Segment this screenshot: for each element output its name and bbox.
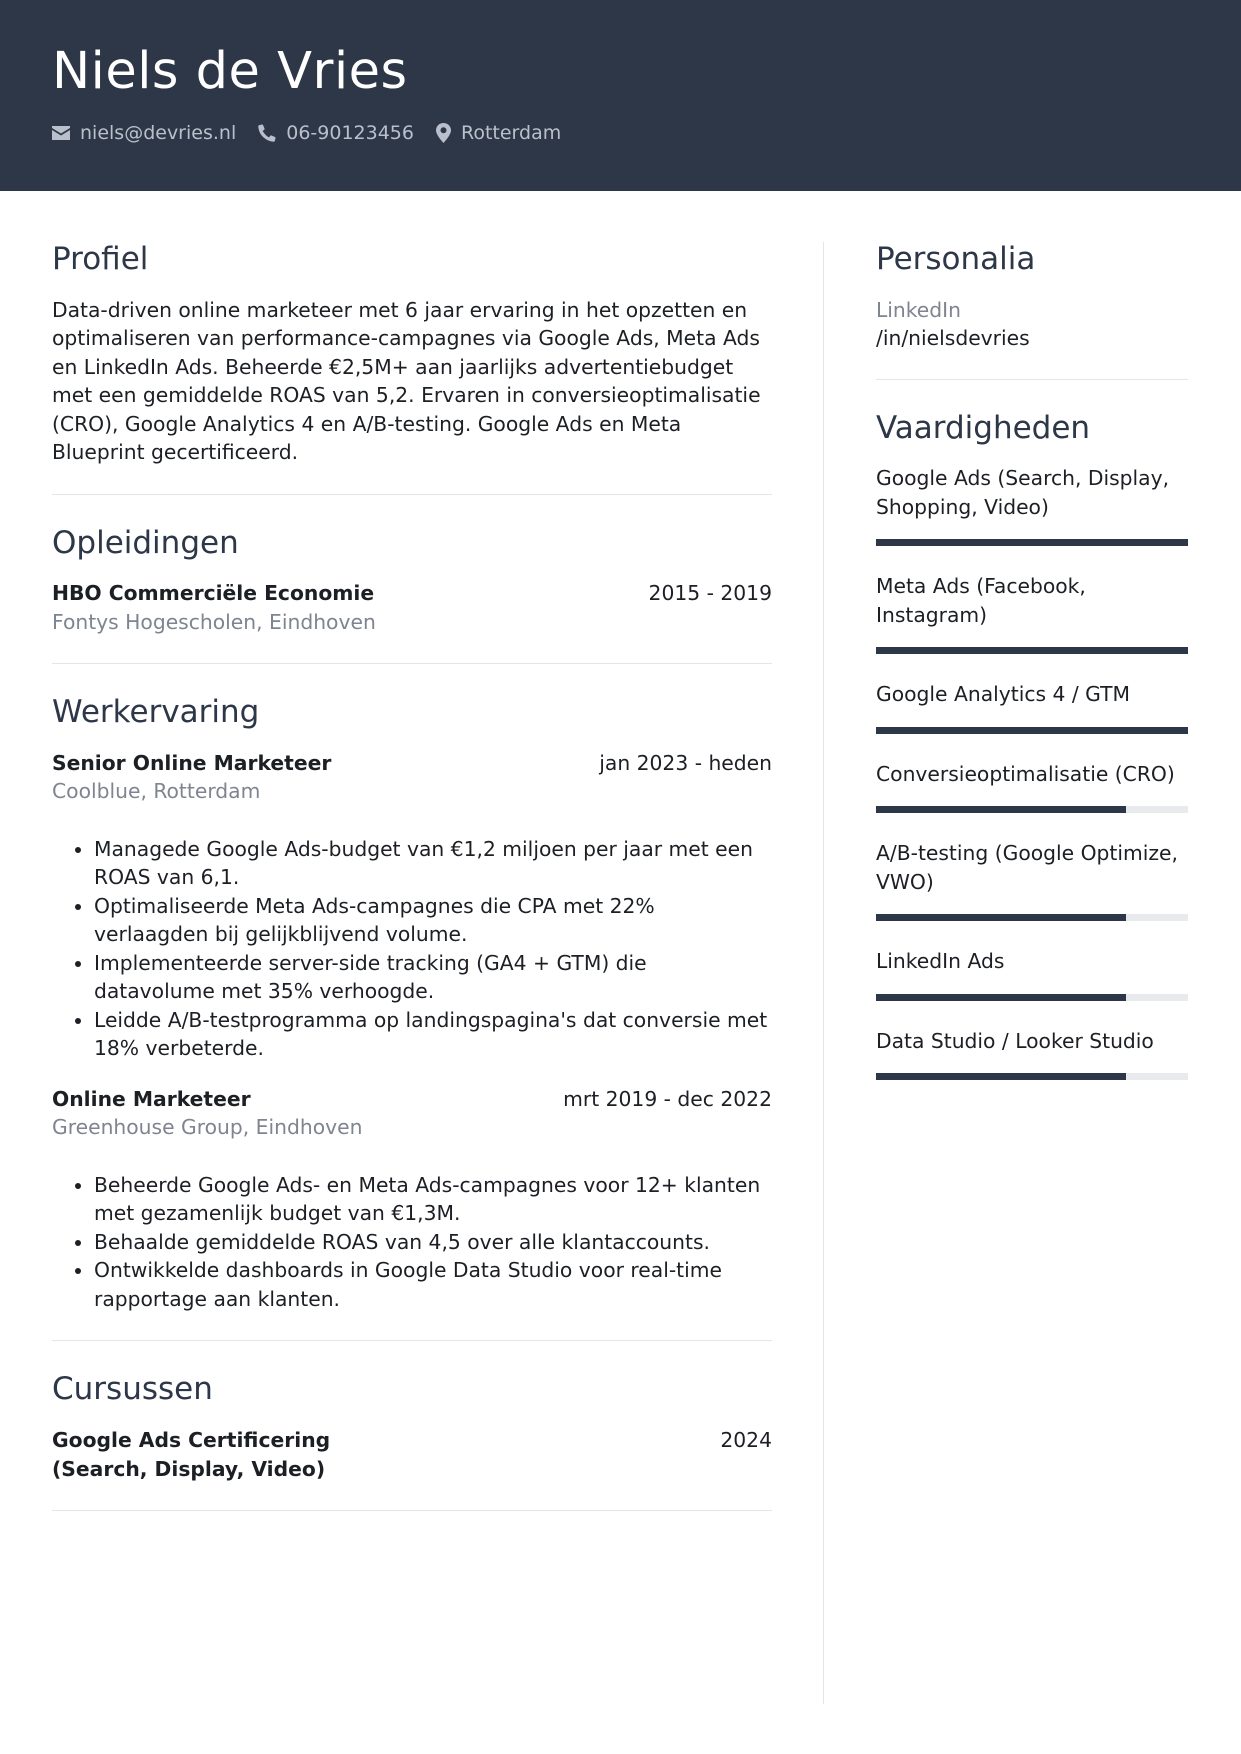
- section-cursussen: [52, 1341, 772, 1511]
- main-column: [52, 242, 772, 1511]
- section-title-opleidingen: Opleidingen: [52, 524, 239, 561]
- profile-summary: Data-driven online marketeer met 6 jaar ervaring in het opzetten en optimaliseren van performance-campagnes via Google Ads, Meta Ads en LinkedIn Ads. Beheerde €2,5M+ aan jaarlijks advertentiebudget met een gemiddelde ROAS van 5,2. Ervaren in conversieoptimalisatie (CRO), Google Analytics 4 en A/B-testing. Google Ads en Meta Blueprint gecertificeerd.: [52, 297, 761, 465]
- linkedin-label: LinkedIn: [876, 297, 961, 322]
- contact-info: [52, 122, 561, 144]
- skill-level-bar: [876, 727, 1188, 734]
- skill-name: Google Analytics 4 / GTM: [876, 682, 1131, 707]
- list-item: • Optimaliseerde Meta Ads-campagnes die CPA met 22% verlaagden bij gelijkblijvend volume.: [94, 892, 772, 949]
- skill-level-bar: [876, 1073, 1188, 1080]
- job-bullets: [52, 835, 772, 1063]
- list-item: • Ontwikkelde dashboards in Google Data Studio voor real-time rapportage aan klanten.: [94, 1256, 772, 1313]
- skill-level-fill: [876, 994, 1126, 1001]
- section-title-werkervaring: Werkervaring: [52, 694, 260, 731]
- contact-location: [436, 122, 561, 144]
- skill-name: Conversieoptimalisatie (CRO): [876, 761, 1175, 786]
- education-degree: HBO Commerciële Economie: [52, 581, 375, 606]
- section-title-profiel: Profiel: [52, 241, 149, 277]
- section-opleidingen: [52, 495, 772, 665]
- list-item: • Behaalde gemiddelde ROAS van 4,5 over alle klantaccounts.: [94, 1228, 772, 1257]
- job-company: Coolblue, Rotterdam: [52, 779, 261, 804]
- job-entry: [52, 749, 772, 1063]
- course-name: Google Ads Certificering (Search, Display, Video): [52, 1428, 331, 1481]
- list-item: • Leidde A/B-testprogramma op landingspagina's dat conversie met 18% verbeterde.: [94, 1006, 772, 1063]
- section-title-vaardigheden: Vaardigheden: [876, 409, 1091, 446]
- job-title: Senior Online Marketeer: [52, 750, 332, 775]
- phone-icon: [258, 124, 276, 142]
- section-vaardigheden: [876, 380, 1188, 1081]
- education-entry: [52, 579, 772, 636]
- skill-level-fill: [876, 806, 1126, 813]
- skills-list: [876, 464, 1188, 1080]
- course-year: 2024: [720, 1428, 772, 1453]
- skill-item: [876, 680, 1188, 734]
- skill-level-bar: [876, 806, 1188, 813]
- linkedin-value[interactable]: /in/nielsdevries: [876, 325, 1030, 350]
- contact-phone[interactable]: [258, 122, 414, 144]
- list-item: • Implementeerde server-side tracking (GA4 + GTM) die datavolume met 35% verhoogde.: [94, 949, 772, 1006]
- skill-name: A/B-testing (Google Optimize, VWO): [876, 841, 1178, 894]
- skill-level-fill: [876, 539, 1188, 546]
- side-column: [876, 242, 1188, 1106]
- skill-item: [876, 572, 1188, 654]
- resume-header: [0, 0, 1241, 191]
- education-period: 2015 - 2019: [648, 581, 772, 606]
- skill-item: [876, 947, 1188, 1001]
- map-pin-icon: [436, 123, 451, 143]
- course-entry: [52, 1426, 772, 1483]
- job-title: Online Marketeer: [52, 1086, 251, 1111]
- section-profiel: [52, 242, 772, 495]
- section-werkervaring: [52, 664, 772, 1341]
- skill-level-bar: [876, 647, 1188, 654]
- list-item: • Managede Google Ads-budget van €1,2 miljoen per jaar met een ROAS van 6,1.: [94, 835, 772, 892]
- skill-level-fill: [876, 914, 1126, 921]
- contact-phone-text: 06-90123456: [286, 122, 414, 144]
- skill-level-bar: [876, 539, 1188, 546]
- skill-level-bar: [876, 914, 1188, 921]
- section-personalia: [876, 242, 1188, 380]
- column-divider: [823, 242, 824, 1704]
- skill-item: [876, 839, 1188, 921]
- skill-level-fill: [876, 1073, 1126, 1080]
- contact-email-text: niels@devries.nl: [80, 122, 237, 144]
- skill-level-fill: [876, 727, 1188, 734]
- skill-item: [876, 760, 1188, 814]
- contact-location-text: Rotterdam: [460, 122, 562, 144]
- section-title-personalia: Personalia: [876, 241, 1036, 277]
- skill-item: [876, 1027, 1188, 1081]
- envelope-icon: [52, 126, 70, 140]
- list-item: • Beheerde Google Ads- en Meta Ads-campagnes voor 12+ klanten met gezamenlijk budget van €1,3M.: [94, 1171, 772, 1228]
- skill-name: Meta Ads (Facebook, Instagram): [876, 574, 1086, 627]
- section-title-cursussen: Cursussen: [52, 1371, 213, 1408]
- skill-level-fill: [876, 647, 1188, 654]
- contact-email[interactable]: [52, 122, 236, 144]
- skill-name: Google Ads (Search, Display, Shopping, Video): [876, 466, 1170, 519]
- job-company: Greenhouse Group, Eindhoven: [52, 1115, 363, 1140]
- skill-level-bar: [876, 994, 1188, 1001]
- candidate-name: Niels de Vries: [52, 42, 408, 101]
- job-bullets: [52, 1171, 772, 1314]
- skill-name: Data Studio / Looker Studio: [876, 1028, 1154, 1053]
- job-entry: [52, 1085, 772, 1314]
- skill-item: [876, 464, 1188, 546]
- job-period: mrt 2019 - dec 2022: [563, 1086, 772, 1111]
- education-school: Fontys Hogescholen, Eindhoven: [52, 609, 376, 634]
- skill-name: LinkedIn Ads: [876, 949, 1005, 974]
- job-period: jan 2023 - heden: [599, 750, 772, 775]
